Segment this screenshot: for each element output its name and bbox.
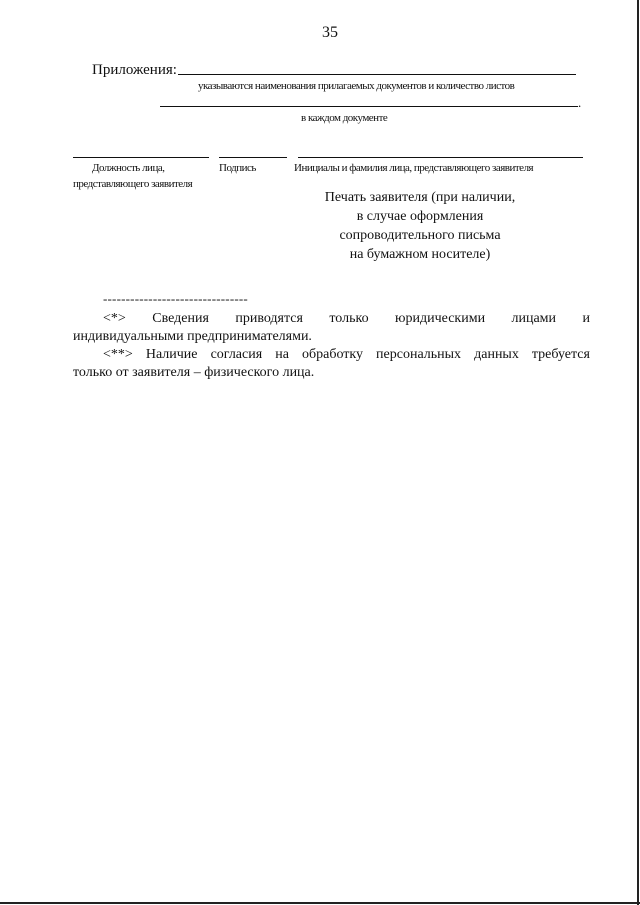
name-caption: Инициалы и фамилия лица, представляющего заявителя	[294, 162, 534, 174]
footnote-word: обработку	[301, 347, 363, 362]
position-caption-2: представляющего заявителя	[73, 178, 193, 190]
page-edge-bottom	[0, 902, 640, 904]
footnote-word: лицами	[511, 311, 557, 326]
footnote-1-line-2: индивидуальными предпринимателями.	[73, 329, 312, 344]
signature-caption: Подпись	[219, 162, 256, 174]
footnote-1-line-1	[73, 310, 590, 328]
footnote-2	[73, 346, 590, 382]
footnote-word: юридическими	[395, 311, 486, 326]
seal-line: сопроводительного письма	[339, 228, 501, 243]
page-number: 35	[322, 24, 338, 41]
footnote-2-line-1	[73, 346, 590, 364]
signature-line	[219, 157, 287, 158]
footnote-separator: --------------------------------	[103, 291, 248, 306]
footnote-word: <**>	[103, 347, 133, 362]
footnote-word: и	[582, 311, 590, 326]
seal-line: на бумажном носителе)	[349, 247, 491, 262]
footnote-word: Наличие	[145, 347, 198, 362]
attachments-line-2	[160, 106, 578, 107]
name-line	[298, 157, 583, 158]
footnote-word: <*>	[103, 311, 126, 326]
footnote-word: данных	[474, 347, 519, 362]
seal-line: в случае оформления	[356, 209, 484, 224]
footnote-word: требуется	[531, 347, 590, 362]
attachments-hint-2: в каждом документе	[301, 112, 388, 124]
attachments-line-1	[178, 74, 576, 75]
footnote-1	[73, 310, 590, 346]
attachments-end-mark: .	[578, 95, 582, 110]
footnote-word: согласия	[210, 347, 263, 362]
footnote-word: на	[275, 347, 289, 362]
footnote-2-line-2: только от заявителя – физического лица.	[73, 365, 315, 380]
footnote-word: приводятся	[235, 311, 303, 326]
footnote-word: персональных	[376, 347, 462, 362]
footnote-word: Сведения	[152, 311, 209, 326]
position-line	[73, 157, 209, 158]
attachments-hint-1: указываются наименования прилагаемых документов и количество листов	[198, 80, 515, 92]
attachments-label: Приложения:	[92, 62, 177, 78]
seal-note	[300, 188, 540, 264]
page-edge-right	[637, 0, 639, 905]
position-caption-1: Должность лица,	[92, 162, 165, 174]
seal-line: Печать заявителя (при наличии,	[324, 190, 516, 205]
footnote-word: только	[329, 311, 369, 326]
